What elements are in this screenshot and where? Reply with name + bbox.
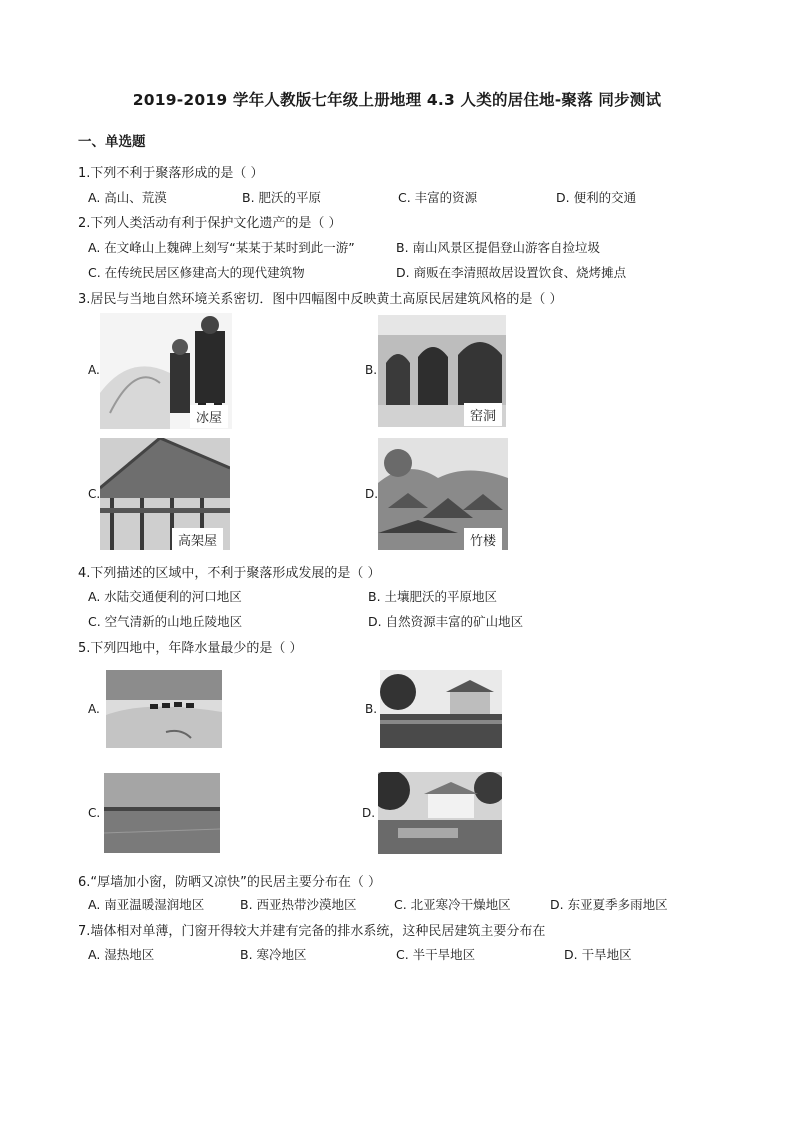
q4-option-d: D. 自然资源丰富的矿山地区 [368,614,524,629]
question-7-stem: 7.墙体相对单薄，门窗开得较大并建有完备的排水系统，这种民居建筑主要分布在 [78,924,546,939]
caption-bamboo-house: 竹楼 [464,528,502,550]
page-title: 2019-2019 学年人教版七年级上册地理 4.3 人类的居住地-聚落 同步测试 [132,91,662,109]
q2-option-b: B. 南山风景区提倡登山游客自捡垃圾 [396,240,601,255]
q5-label-a: A. [88,702,100,716]
q6-option-b: B. 西亚热带沙漠地区 [240,897,357,912]
q6-option-d: D. 东亚夏季多雨地区 [550,897,668,912]
question-6-stem: 6.“厚墙加小窗，防晒又凉快”的民居主要分布在（ ） [78,875,382,890]
section-heading: 一、单选题 [78,134,146,150]
q7-option-d: D. 干旱地区 [564,947,632,962]
igloo-photo [100,313,232,429]
water-town-photo [380,670,502,748]
caption-cave: 窑洞 [464,403,502,426]
q3-label-d: D. [365,487,379,501]
q1-option-b: B. 肥沃的平原 [242,190,322,205]
q5-label-d: D. [362,806,376,820]
q4-option-a: A. 水陆交通便利的河口地区 [88,589,242,604]
q5-label-b: B. [365,702,378,716]
q2-option-d: D. 商贩在李清照故居设置饮食、烧烤摊点 [396,265,627,280]
q1-option-d: D. 便利的交通 [556,190,637,205]
q7-option-a: A. 湿热地区 [88,947,155,962]
q2-option-c: C. 在传统民居区修建高大的现代建筑物 [88,265,305,280]
caption-igloo: 冰屋 [190,405,228,428]
caption-stilt-house: 高架屋 [172,528,223,550]
q6-option-a: A. 南亚温暖湿润地区 [88,897,205,912]
question-5-stem: 5.下列四地中，年降水量最少的是（ ） [78,641,303,656]
question-4-stem: 4.下列描述的区域中，不利于聚落形成发展的是（ ） [78,566,381,581]
desert-photo [106,670,222,748]
question-3-stem: 3.居民与当地自然环境关系密切．图中四幅图中反映黄土高原民居建筑风格的是（ ） [78,292,563,307]
question-2-stem: 2.下列人类活动有利于保护文化遗产的是（ ） [78,216,342,231]
q1-option-a: A. 高山、荒漠 [88,190,167,205]
tropical-building-photo [378,772,502,854]
q4-option-b: B. 土壤肥沃的平原地区 [368,589,498,604]
stilt-house-photo [100,438,230,550]
q1-option-c: C. 丰富的资源 [398,190,478,205]
q3-label-c: C. [88,487,101,501]
q3-label-b: B. [365,363,378,377]
q5-label-c: C. [88,806,101,820]
bamboo-house-photo [378,438,508,550]
q4-option-c: C. 空气清新的山地丘陵地区 [88,614,243,629]
q2-option-a: A. 在文峰山上魏碑上刻写“某某于某时到此一游” [88,240,355,255]
q6-option-c: C. 北亚寒冷干燥地区 [394,897,511,912]
question-1-stem: 1.下列不利于聚落形成的是（ ） [78,166,264,181]
cave-dwelling-photo [378,315,506,427]
q7-option-c: C. 半干旱地区 [396,947,476,962]
q7-option-b: B. 寒冷地区 [240,947,307,962]
q3-label-a: A. [88,363,100,377]
grassland-photo [104,773,220,853]
